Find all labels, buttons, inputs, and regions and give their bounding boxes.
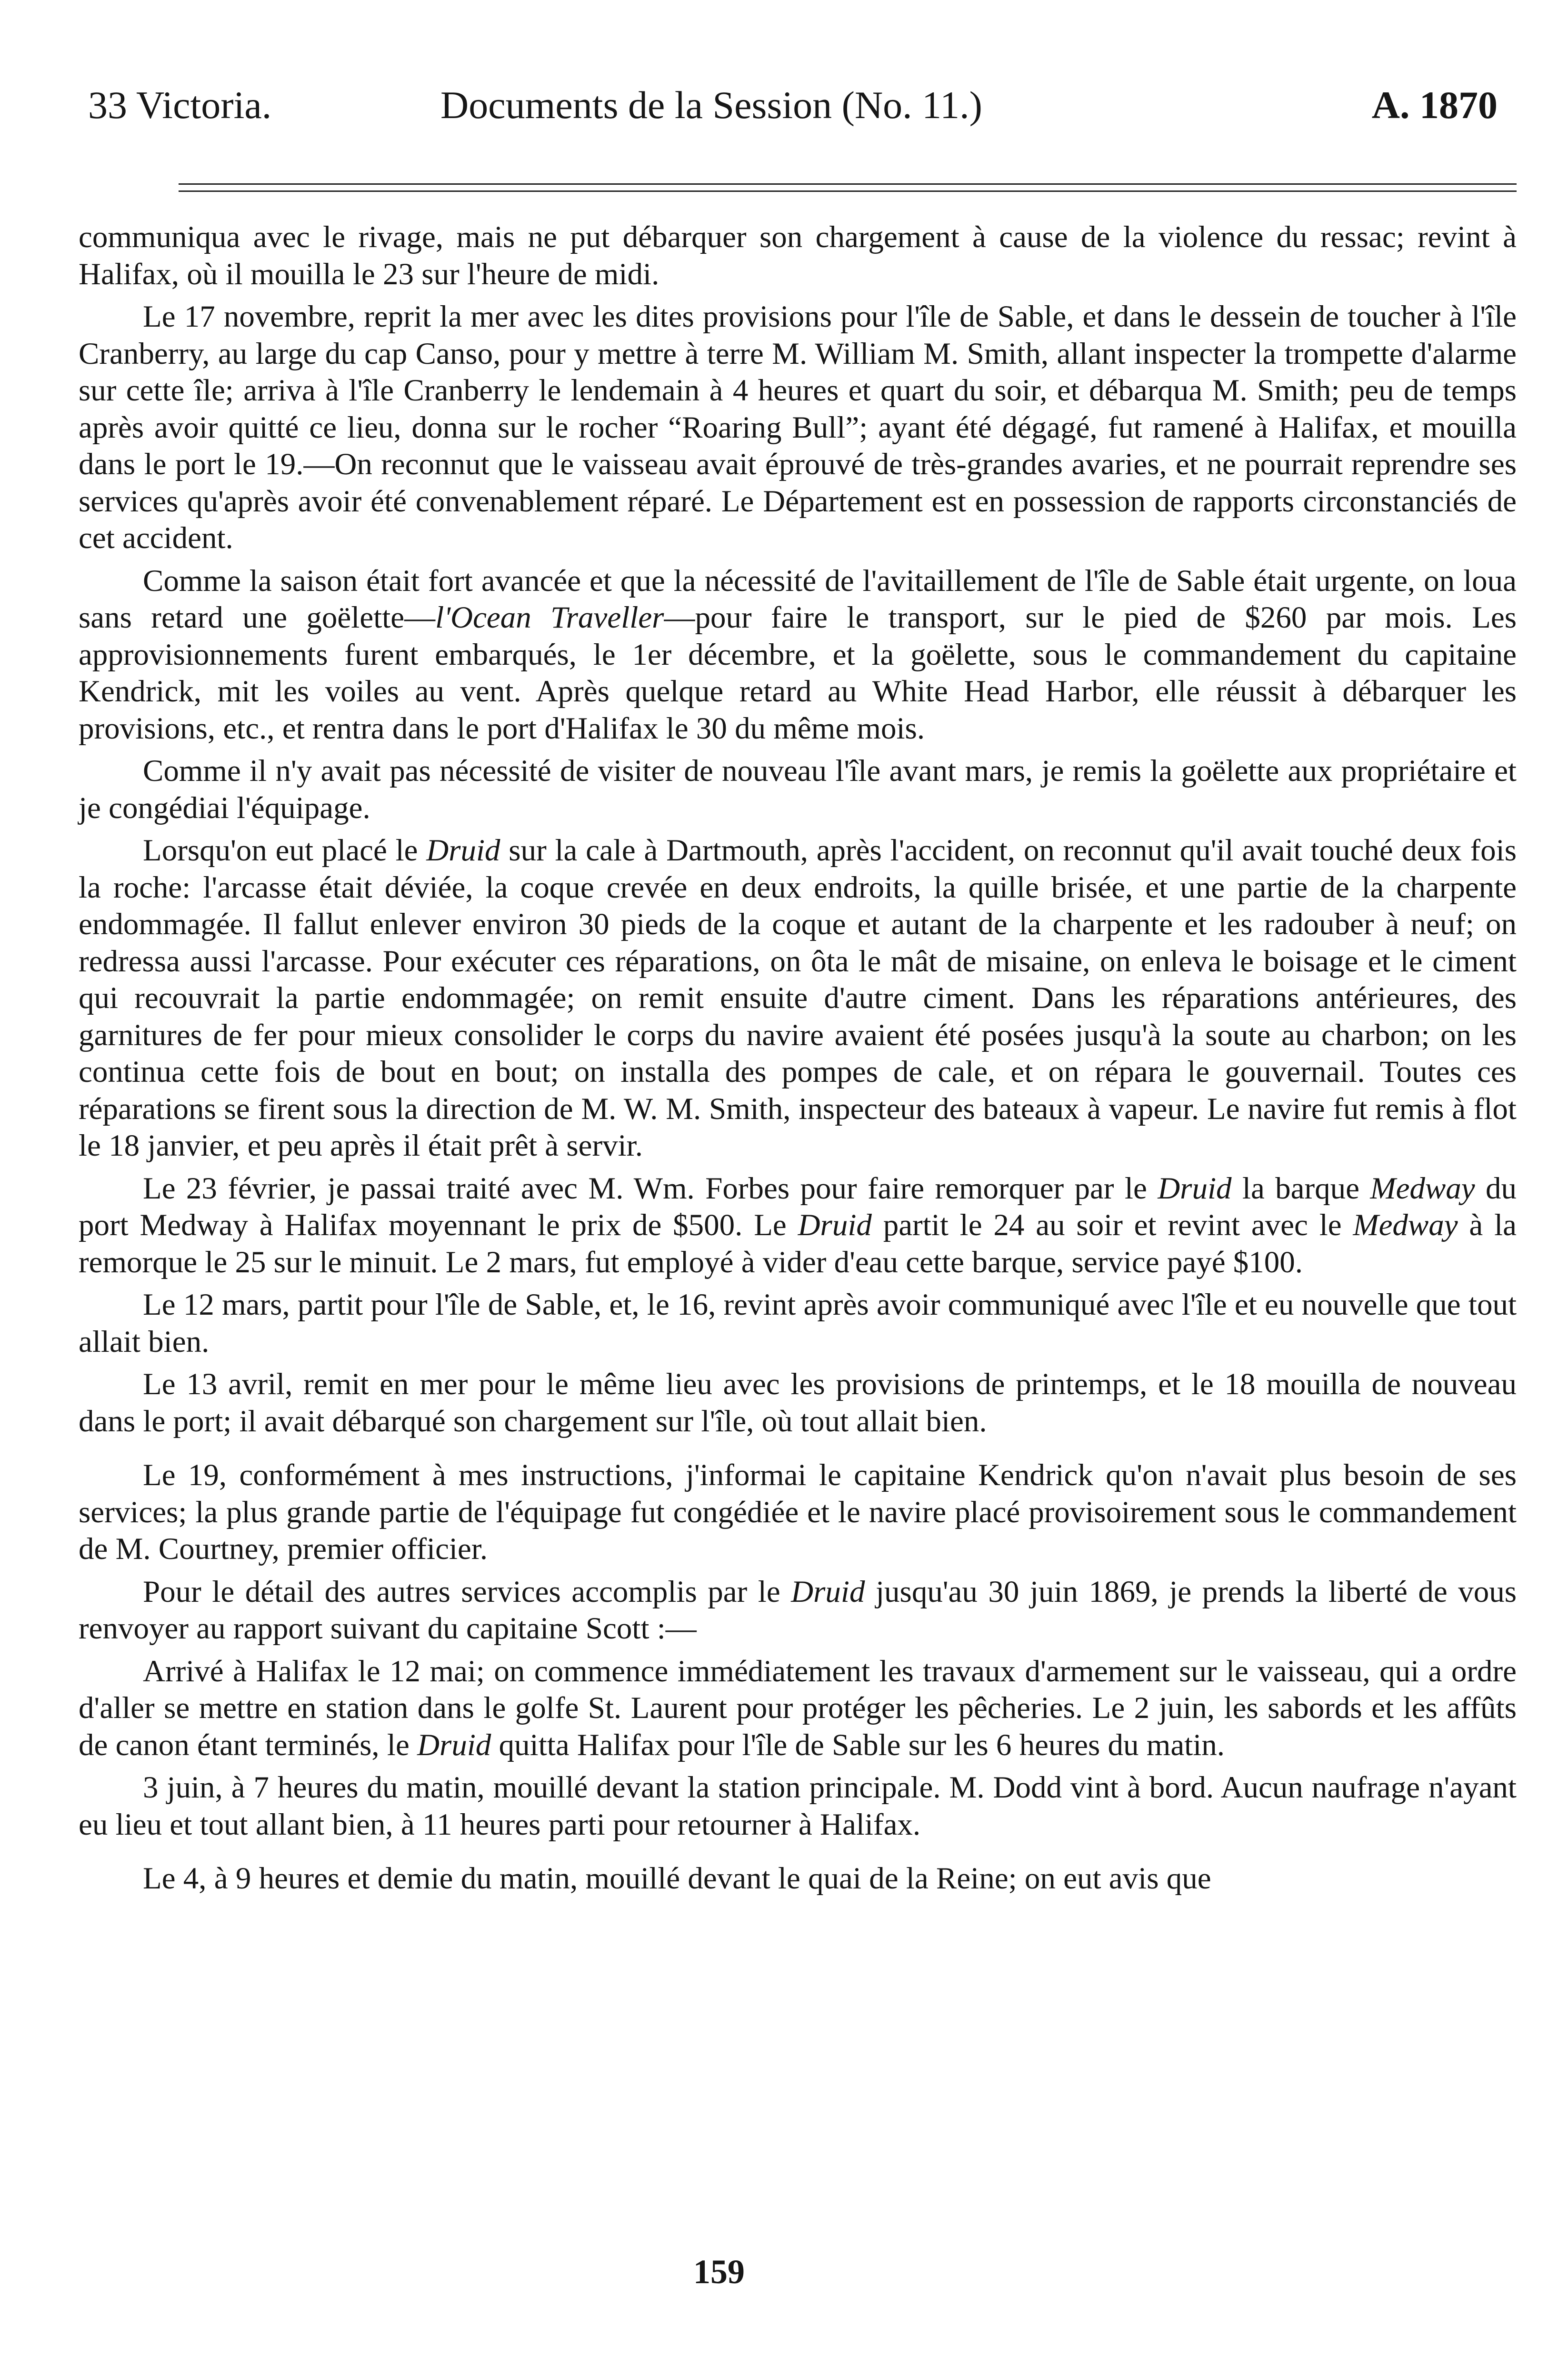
header-volume: 33 Victoria. [88,83,272,127]
header-year: A. 1870 [1371,83,1498,127]
page-number: 159 [693,2253,745,2291]
paragraph: Le 13 avril, remit en mer pour le même lieu avec les provisions de printemps, et le 18 mouilla de nouveau dans le port; il avait débarqué son chargement sur l'île, où tout allait bien. [79,1367,1517,1438]
paragraph: 3 juin, à 7 heures du matin, mouillé devant la station principale. M. Dodd vint à bord. Aucun naufrage n'ayant eu lieu et tout allant bien, à 11 heures parti pour retourner à Halifax. [79,1770,1517,1842]
header-rule-bottom [179,190,1517,192]
paragraph: Le 12 mars, partit pour l'île de Sable, et, le 16, revint après avoir communiqué avec l'île et eu nouvelle que tout allait bien. [79,1288,1517,1359]
paragraph: Le 19, conformément à mes instructions, j'informai le capitaine Kendrick qu'on n'avait plus besoin de ses services; la plus grande partie de l'équipage fut congédiée et le navire placé provisoirement sous le commandement de M. Courtney, premier officier. [79,1458,1517,1566]
paragraph: Arrivé à Halifax le 12 mai; on commence immédiatement les travaux d'armement sur le vaisseau, qui a ordre d'aller se mettre en station dans le golfe St. Laurent pour protéger les pêcheries. Le 2 juin, les sabords et les affûts de canon étant terminés, le Druid quitta Halifax pour l'île de Sable sur les 6 heures du matin. [79,1654,1517,1762]
paragraph: Le 23 février, je passai traité avec M. Wm. Forbes pour faire remorquer par le Druid la barque Medway du port Medway à Halifax moyennant le prix de $500. Le Druid partit le 24 au soir et revint avec le Medway à la remorque le 25 sur le minuit. Le 2 mars, fut employé à vider d'eau cette barque, service payé $100. [79,1171,1517,1279]
header-rule-top [179,183,1517,185]
body-text [79,219,1517,1903]
document-page [79,71,1517,2347]
paragraph: Pour le détail des autres services accomplis par le Druid jusqu'au 30 juin 1869, je prends la liberté de vous renvoyer au rapport suivant du capitaine Scott :— [79,1574,1517,1646]
paragraph: Lorsqu'on eut placé le Druid sur la cale à Dartmouth, après l'accident, on reconnut qu'il avait touché deux fois la roche: l'arcasse était déviée, la coque crevée en deux endroits, la quille brisée, et une partie de la charpente endommagée. Il fallut enlever environ 30 pieds de la coque et autant de la charpente et les radouber à neuf; on redressa aussi l'arcasse. Pour exécuter ces réparations, on ôta le mât de misaine, on enleva le boisage et le ciment qui recouvrait la partie endommagée; on remit ensuite d'autre ciment. Dans les réparations antérieures, des garnitures de fer pour mieux consolider le corps du navire avaient été posées jusqu'à la soute au charbon; on les continua cette fois de bout en bout; on installa des pompes de cale, et on répara le gouvernail. Toutes ces réparations se firent sous la direction de M. W. M. Smith, inspecteur des bateaux à vapeur. Le navire fut remis à flot le 18 janvier, et peu après il était prêt à servir. [79,833,1517,1163]
paragraph: communiqua avec le rivage, mais ne put débarquer son chargement à cause de la violence du ressac; revint à Halifax, où il mouilla le 23 sur l'heure de midi. [79,220,1517,291]
paragraph: Comme il n'y avait pas nécessité de visiter de nouveau l'île avant mars, je remis la goëlette aux propriétaire et je congédiai l'équipage. [79,754,1517,825]
paragraph: Le 17 novembre, reprit la mer avec les dites provisions pour l'île de Sable, et dans le dessein de toucher à l'île Cranberry, au large du cap Canso, pour y mettre à terre M. William M. Smith, allant inspecter la trompette d'alarme sur cette île; arriva à l'île Cranberry le lendemain à 4 heures et quart du soir, et débarqua M. Smith; peu de temps après avoir quitté ce lieu, donna sur le rocher “Roaring Bull”; ayant été dégagé, fut ramené à Halifax, et mouilla dans le port le 19.—On reconnut que le vaisseau avait éprouvé de très-grandes avaries, et ne pourrait reprendre ses services qu'après avoir été convenablement réparé. Le Département est en possession de rapports circonstanciés de cet accident. [79,300,1517,555]
page-header [79,71,1517,133]
paragraph: Le 4, à 9 heures et demie du matin, mouillé devant le quai de la Reine; on eut avis que [143,1861,1211,1896]
paragraph: Comme la saison était fort avancée et que la nécessité de l'avitaillement de l'île de Sable était urgente, on loua sans retard une goëlette—l'Ocean Traveller—pour faire le transport, sur le pied de $260 par mois. Les approvisionnements furent embarqués, le 1er décembre, et la goëlette, sous le commandement du capitaine Kendrick, mit les voiles au vent. Après quelque retard au White Head Harbor, elle réussit à débarquer les provisions, etc., et rentra dans le port d'Halifax le 30 du même mois. [79,563,1517,746]
header-title: Documents de la Session (No. 11.) [440,83,982,127]
